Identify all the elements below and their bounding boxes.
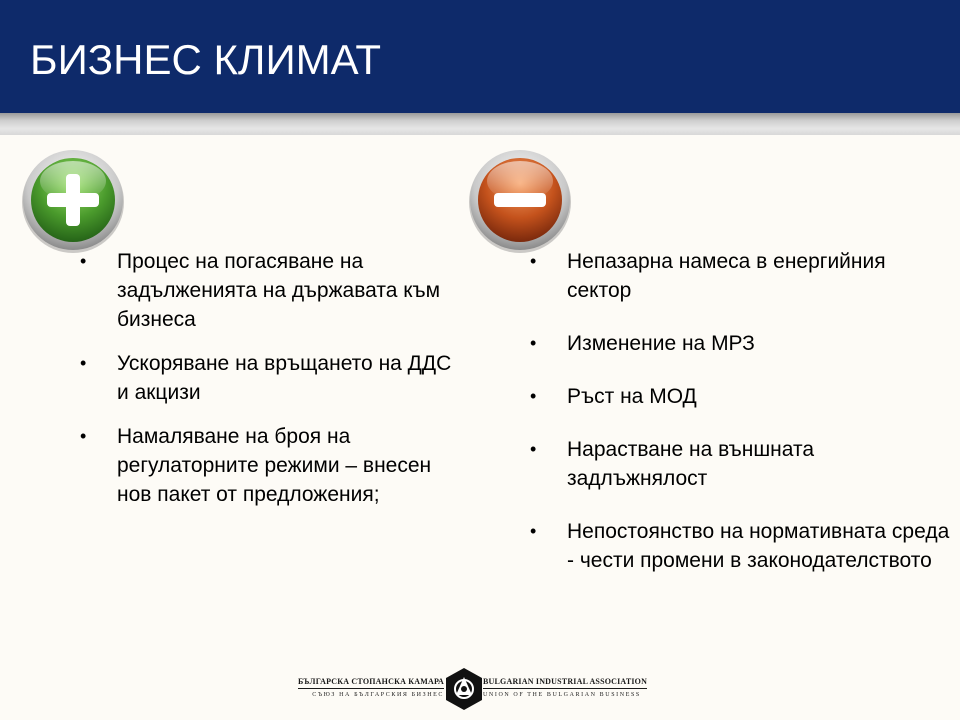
list-item-text: Процес на погасяване на задълженията на държавата към бизнеса: [117, 250, 441, 331]
org-name-bg: БЪЛГАРСКА СТОПАНСКА КАМАРА: [298, 677, 444, 686]
list-item: [80, 247, 460, 334]
logo-divider: [298, 688, 444, 689]
header-bar: [0, 0, 960, 113]
list-item-text: Нарастване на външната задлъжнялост: [567, 438, 815, 490]
header-divider-band: [0, 113, 960, 135]
list-item: [530, 382, 950, 411]
footer-logo: [280, 667, 648, 713]
list-item: [80, 349, 460, 407]
list-item-text: Ускоряване на връщането на ДДС и акцизи: [117, 352, 452, 404]
bia-logo-icon: [445, 667, 483, 711]
list-item: [80, 422, 460, 509]
list-item: [530, 247, 950, 305]
org-subtitle-en: UNION OF THE BULGARIAN BUSINESS: [483, 692, 641, 698]
list-item-text: Непостоянство на нормативната среда - чести промени в законодателството: [567, 520, 950, 572]
bullet: •: [530, 439, 537, 459]
org-subtitle-bg: СЪЮЗ НА БЪЛГАРСКИЯ БИЗНЕС: [312, 692, 444, 698]
bullet: •: [530, 251, 537, 271]
list-item-text: Изменение на МРЗ: [567, 332, 755, 355]
bullet: •: [530, 386, 537, 406]
slide-title: БИЗНЕС КЛИМАТ: [30, 36, 382, 83]
bullet: •: [80, 251, 87, 271]
list-item: [530, 329, 950, 358]
logo-text-bg: [298, 677, 444, 698]
list-item-text: Ръст на МОД: [567, 385, 697, 408]
list-item: [530, 435, 950, 493]
list-item-text: Непазарна намеса в енергийния сектор: [567, 250, 886, 302]
org-name-en: BULGARIAN INDUSTRIAL ASSOCIATION: [483, 677, 648, 686]
bullet: •: [530, 521, 537, 541]
logo-divider: [483, 688, 647, 689]
minus-icon: [467, 148, 573, 254]
bullet: •: [80, 426, 87, 446]
negatives-list: [530, 247, 950, 599]
bullet: •: [80, 353, 87, 373]
positives-list: [80, 247, 460, 524]
list-item: [530, 517, 950, 575]
bullet: •: [530, 333, 537, 353]
plus-icon: [20, 148, 126, 254]
logo-text-en: [483, 677, 647, 698]
list-item-text: Намаляване на броя на регулаторните режими – внесен нов пакет от предложения;: [117, 425, 432, 506]
